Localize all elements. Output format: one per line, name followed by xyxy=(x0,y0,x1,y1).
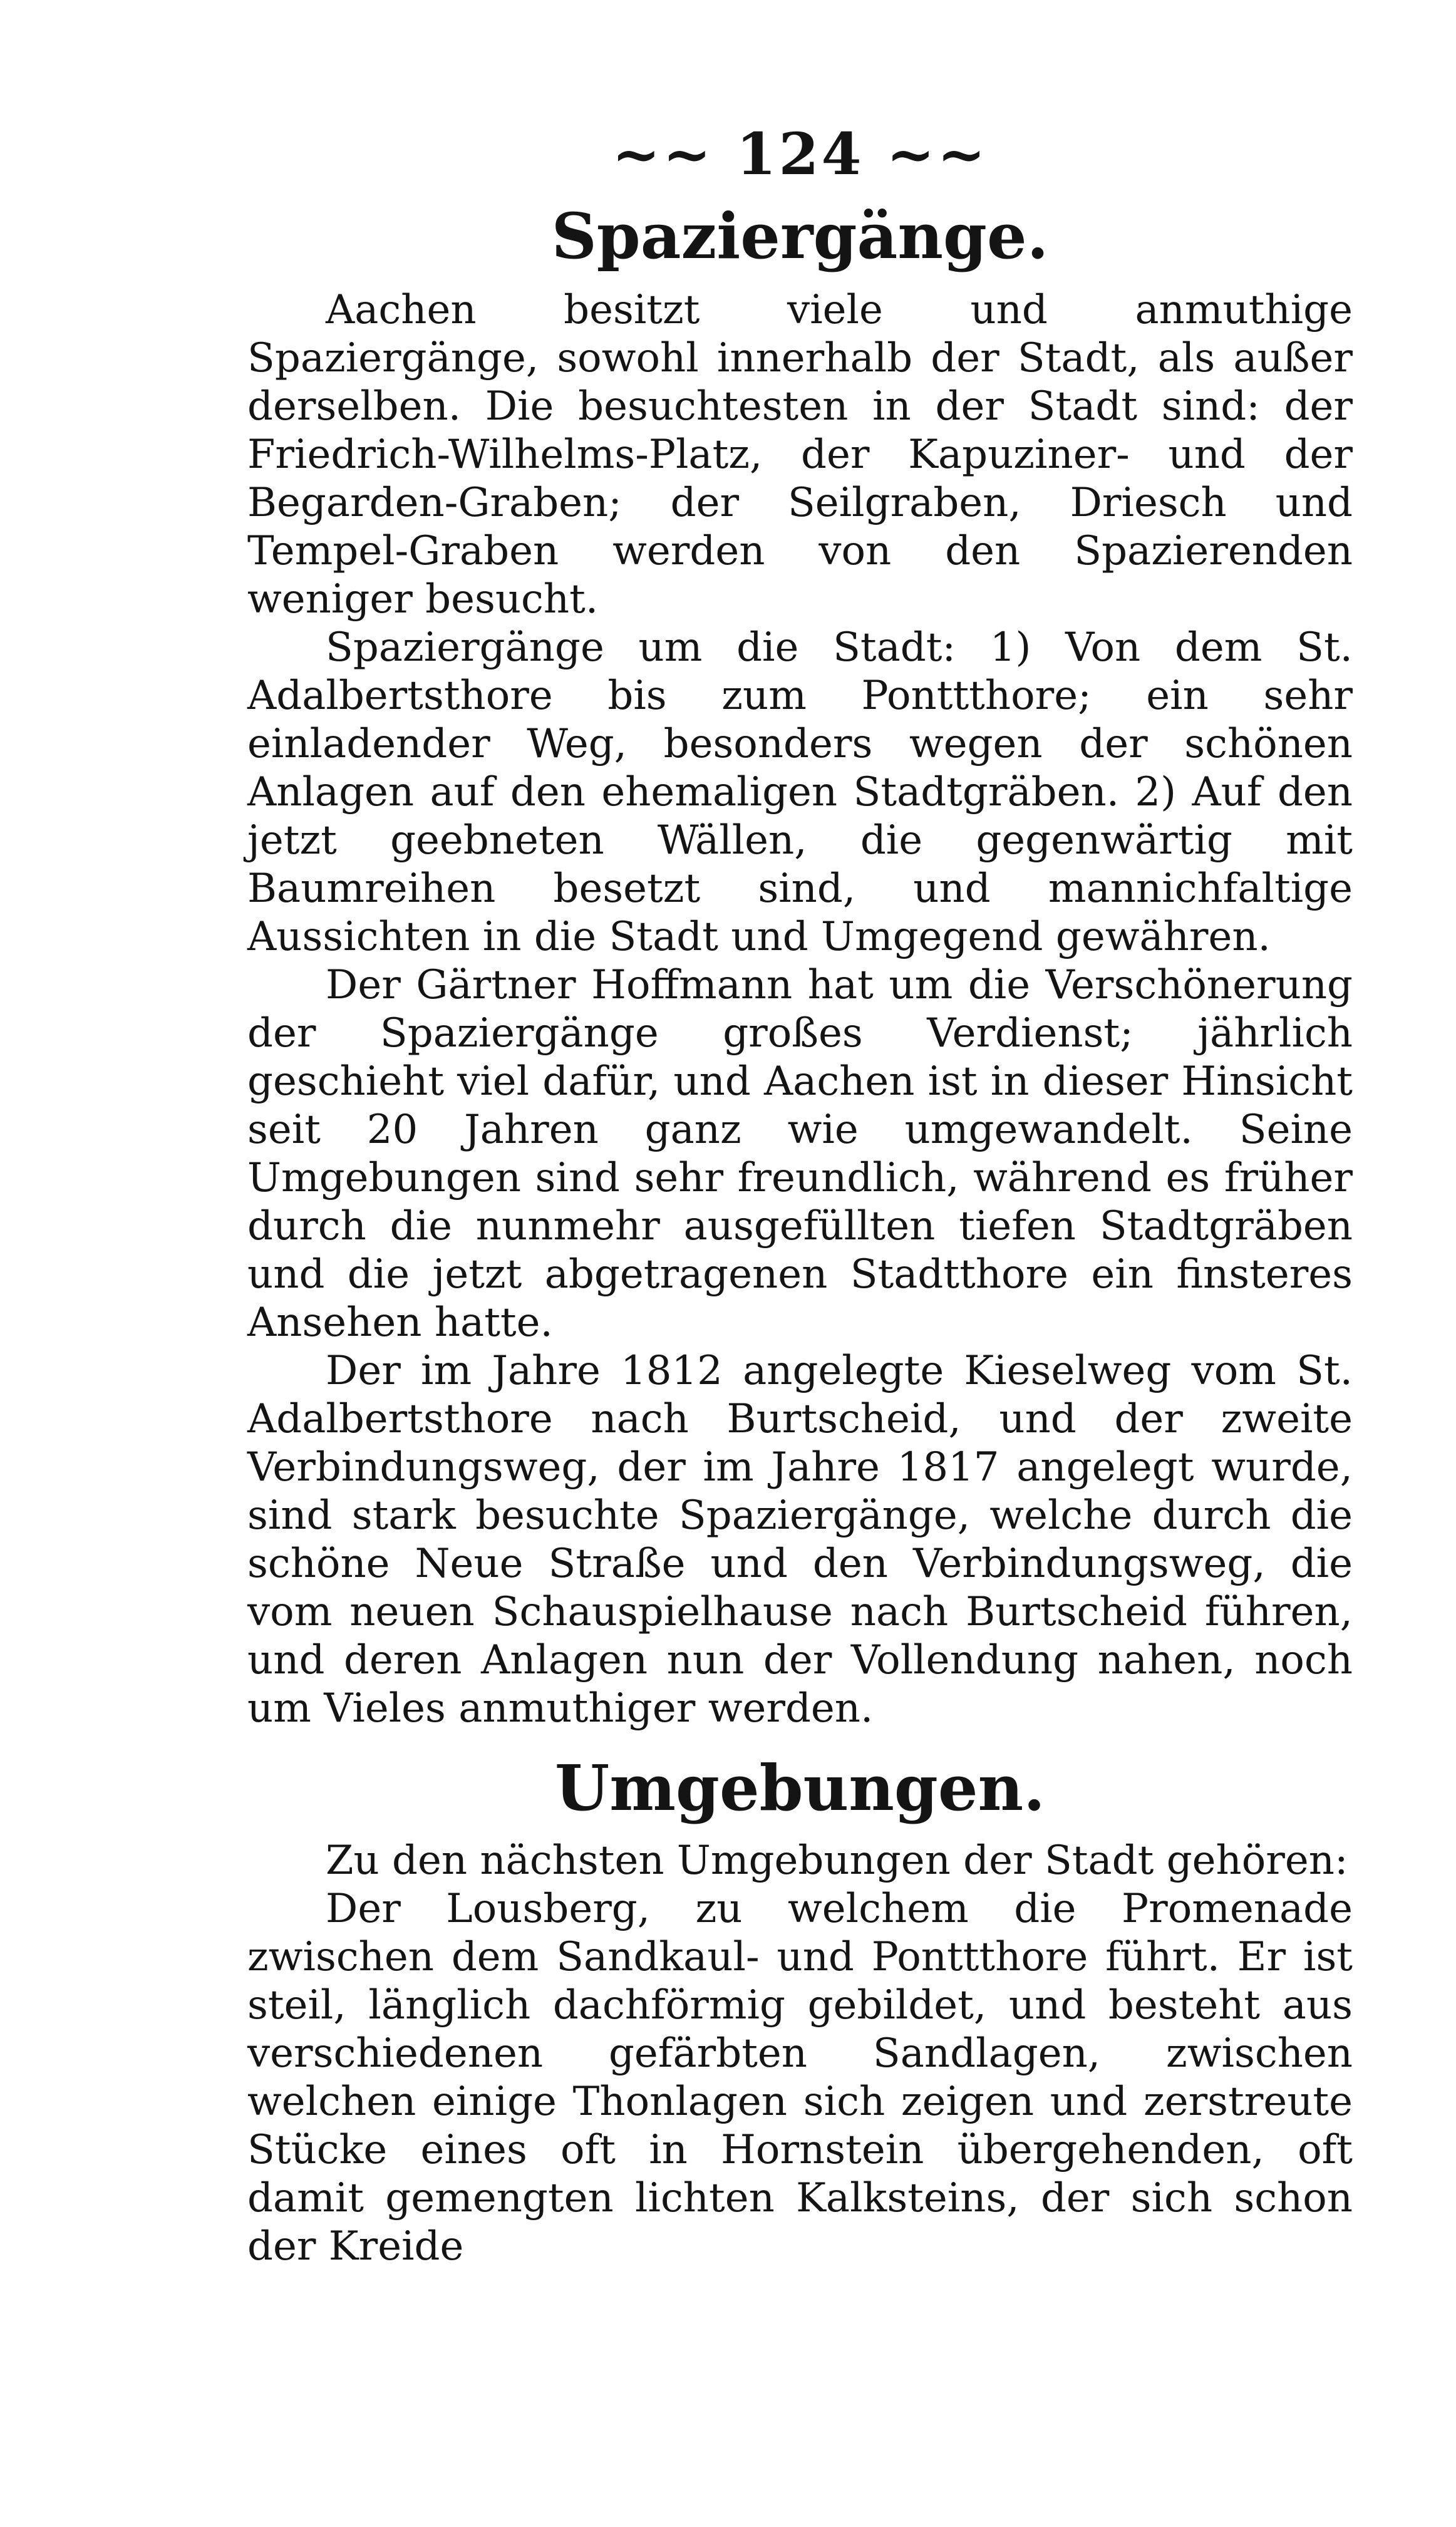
paragraph-4: Der im Jahre 1812 angelegte Kieselweg vom St. Adalbertsthore nach Burtscheid, und der zweite Verbindungsweg, der im Jahre 1817 angelegt wurde, sind stark besuchte Spaziergänge, welche durch die schöne Neue Straße und den Verbindungsweg, die vom neuen Schauspielhause nach Burtscheid führen, und deren Anlagen nun der Vollendung nahen, noch um Vieles anmuthiger werden. xyxy=(247,1348,1353,1732)
paragraph-1: Aachen besitzt viele und anmuthige Spaziergänge, sowohl innerhalb der Stadt, als außer derselben. Die besuchtesten in der Stadt sind: der Friedrich-Wilhelms-Platz, der Kapuziner- und der Begarden-Graben; der Seilgraben, Driesch und Tempel-Graben werden von den Spazierenden weniger besucht. xyxy=(247,287,1353,623)
paragraph-3: Der Gärtner Hoffmann hat um die Verschönerung der Spaziergänge großes Verdienst; jährlich geschieht viel dafür, und Aachen ist in dieser Hinsicht seit 20 Jahren ganz wie umgewandelt. Seine Umgebungen sind sehr freundlich, während es früher durch die nunmehr ausgefüllten tiefen Stadtgräben und die jetzt abgetragenen Stadtthore ein finsteres Ansehen hatte. xyxy=(247,962,1353,1346)
paragraph-5: Zu den nächsten Umgebungen der Stadt gehören: xyxy=(326,1837,1348,1884)
section-heading-umgebungen: Umgebungen. xyxy=(555,1751,1045,1825)
section-heading-spaziergaenge: Spaziergänge. xyxy=(551,199,1049,273)
paragraph-6: Der Lousberg, zu welchem die Promenade zwischen dem Sandkaul- und Ponttthore führt. Er ist steil, länglich dachförmig gebildet, und besteht aus verschiedenen gefärbten Sandlagen, zwischen welchen einige Thonlagen sich zeigen und zerstreute Stücke eines oft in Hornstein übergehenden, oft damit gemengten lichten Kalksteins, der sich schon der Kreide xyxy=(247,1886,1353,2270)
page-number: ~~ 124 ~~ xyxy=(612,120,988,188)
paragraph-2: Spaziergänge um die Stadt: 1) Von dem St. Adalbertsthore bis zum Ponttthore; ein sehr einladender Weg, besonders wegen der schönen Anlagen auf den ehemaligen Stadtgräben. 2) Auf den jetzt geebneten Wällen, die gegenwärtig mit Baumreihen besetzt sind, und mannichfaltige Aussichten in die Stadt und Umgegend gewähren. xyxy=(247,624,1353,960)
